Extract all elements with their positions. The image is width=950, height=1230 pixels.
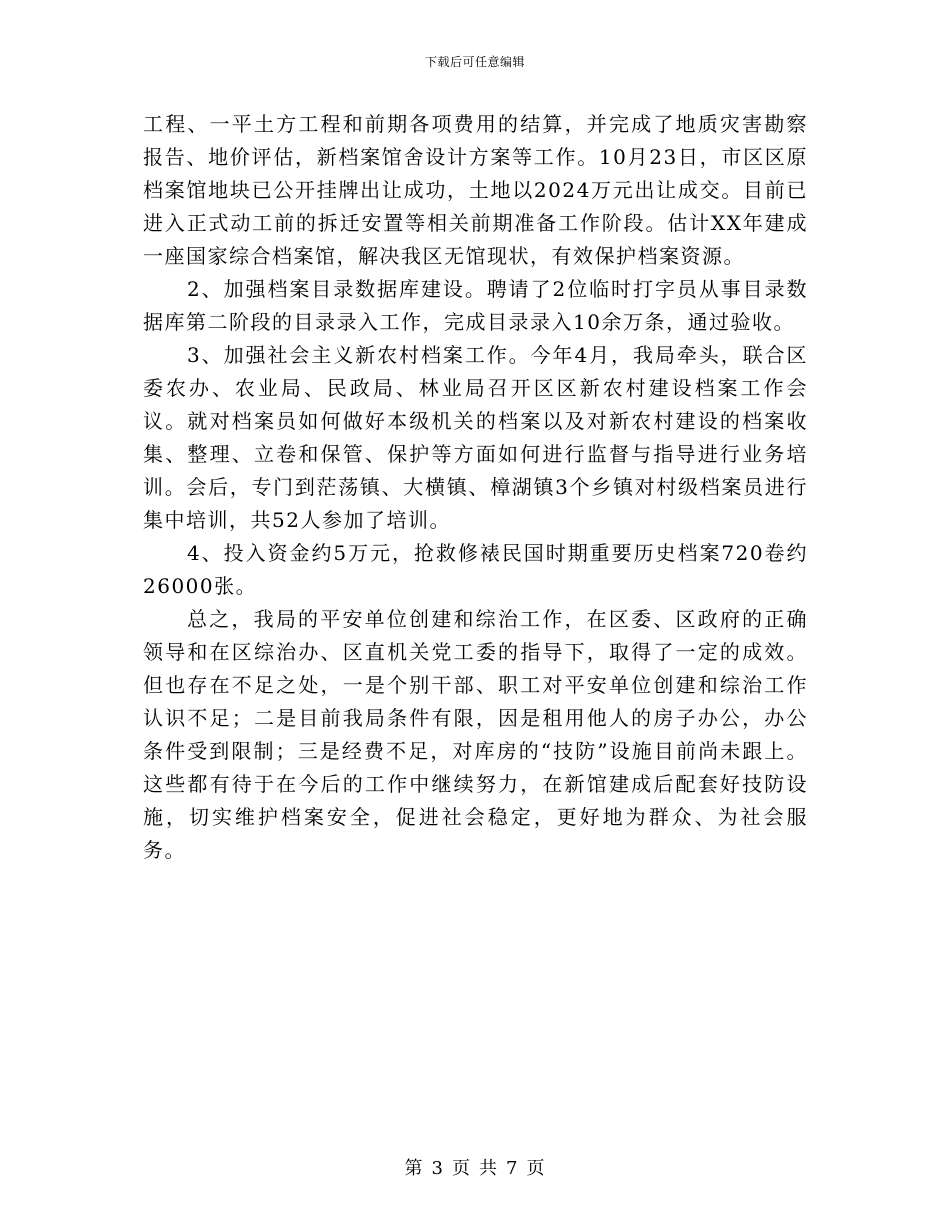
current-page-number: 3 bbox=[431, 1158, 444, 1179]
page-footer bbox=[0, 1154, 950, 1180]
total-label-suffix: 页 bbox=[526, 1158, 546, 1179]
paragraph-item-4: 4、投入资金约5万元，抢救修裱民国时期重要历史档案720卷约26000张。 bbox=[143, 541, 808, 598]
page-label-prefix: 第 bbox=[404, 1158, 424, 1179]
total-label-prefix: 共 bbox=[479, 1158, 498, 1179]
paragraph-summary: 总之，我局的平安单位创建和综治工作，在区委、区政府的正确领导和在区综治办、区直机关党工委的指导下，取得了一定的成效。但也存在不足之处，一是个别干部、职工对平安单位创建和综治工作认识不足；二是目前我局条件有限，因是租用他人的房子办公，办公条件受到限制；三是经费不足，对库房的“技防”设施目前尚未跟上。这些都有待于在今后的工作中继续努力，在新馆建成后配套好技防设施，切实维护档案安全，促进社会稳定，更好地为群众、为社会服务。 bbox=[143, 607, 808, 862]
paragraph-item-3: 3、加强社会主义新农村档案工作。今年4月，我局牵头，联合区委农办、农业局、民政局、林业局召开区区新农村建设档案工作会议。就对档案员如何做好本级机关的档案以及对新农村建设的档案收集、整理、立卷和保管、保护等方面如何进行监督与指导进行业务培训。会后，专门到茫荡镇、大横镇、樟湖镇3个乡镇对村级档案员进行集中培训，共52人参加了培训。 bbox=[143, 343, 808, 532]
paragraph-continuation: 工程、一平土方工程和前期各项费用的结算，并完成了地质灾害勘察报告、地价评估，新档案馆舍设计方案等工作。10月23日，市区区原档案馆地块已公开挂牌出让成功，土地以2024万元出让成交。目前已进入正式动工前的拆迁安置等相关前期准备工作阶段。估计XX年建成一座国家综合档案馆，解决我区无馆现状，有效保护档案资源。 bbox=[143, 112, 808, 268]
page-header: 下载后可任意编辑 bbox=[424, 55, 525, 69]
document-body bbox=[143, 108, 808, 867]
total-page-count: 7 bbox=[506, 1158, 519, 1179]
paragraph-item-2: 2、加强档案目录数据库建设。聘请了2位临时打字员从事目录数据库第二阶段的目录录入工作，完成目录录入10余万条，通过验收。 bbox=[143, 277, 808, 334]
page-label-mid: 页 bbox=[452, 1158, 471, 1179]
